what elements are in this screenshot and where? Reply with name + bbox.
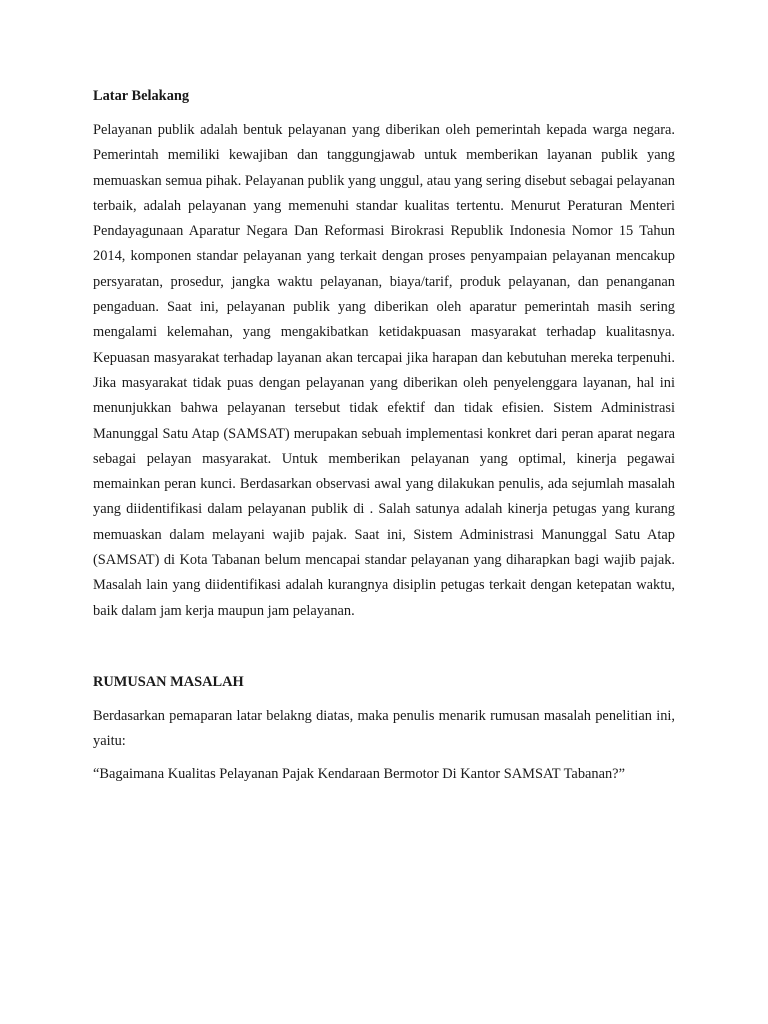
paragraph-latar-belakang: Pelayanan publik adalah bentuk pelayanan yang diberikan oleh pemerintah kepada warga negara. Pemerintah memiliki kewajiban dan tanggungjawab untuk memberikan layanan publik yang memuaskan semua pihak. Pelayanan publik yang unggul, atau yang sering disebut sebagai pelayanan terbaik, adalah pelayanan yang memenuhi standar kualitas tertentu. Menurut Peraturan Menteri Pendayagunaan Aparatur Negara Dan Reformasi Birokrasi Republik Indonesia Nomor 15 Tahun 2014, komponen standar pelayanan yang terkait dengan proses penyampaian pelayanan mencakup persyaratan, prosedur, jangka waktu pelayanan, biaya/tarif, produk pelayanan, dan penanganan pengaduan. Saat ini, pelayanan publik yang diberikan oleh aparatur pemerintah masih sering mengalami kelemahan, yang mengakibatkan ketidakpuasan masyarakat terhadap kualitasnya. Kepuasan masyarakat terhadap layanan akan tercapai jika harapan dan kebutuhan mereka terpenuhi. Jika masyarakat tidak puas dengan pelayanan yang diberikan oleh penyelenggara layanan, hal ini menunjukkan bahwa pelayanan tersebut tidak efektif dan tidak efisien. Sistem Administrasi Manunggal Satu Atap (SAMSAT) merupakan sebuah implementasi konkret dari peran aparat negara sebagai pelayan masyarakat. Untuk memberikan pelayanan yang optimal, kinerja pegawai memainkan peran kunci. Berdasarkan observasi awal yang dilakukan penulis, ada sejumlah masalah yang diidentifikasi dalam pelayanan publik di . Salah satunya adalah kinerja petugas yang kurang memuaskan dalam melayani wajib pajak. Saat ini, Sistem Administrasi Manunggal Satu Atap (SAMSAT) di Kota Tabanan belum mencapai standar pelayanan yang diharapkan bagi wajib pajak. Masalah lain yang diidentifikasi adalah kurangnya disiplin petugas terkait dengan ketepatan waktu, baik dalam jam kerja maupun jam pelayanan.	[93, 122, 675, 619]
paragraph-rumusan-masalah: Berdasarkan pemaparan latar belakng diatas, maka penulis menarik rumusan masalah penelitian ini, yaitu:	[93, 707, 675, 750]
research-question-quote: “Bagaimana Kualitas Pelayanan Pajak Kendaraan Bermotor Di Kantor SAMSAT Tabanan?”	[93, 765, 625, 782]
document-page	[93, 86, 675, 787]
section-heading-latar-belakang: Latar Belakang	[93, 88, 190, 104]
section-heading-rumusan-masalah: RUMUSAN MASALAH	[93, 673, 244, 690]
